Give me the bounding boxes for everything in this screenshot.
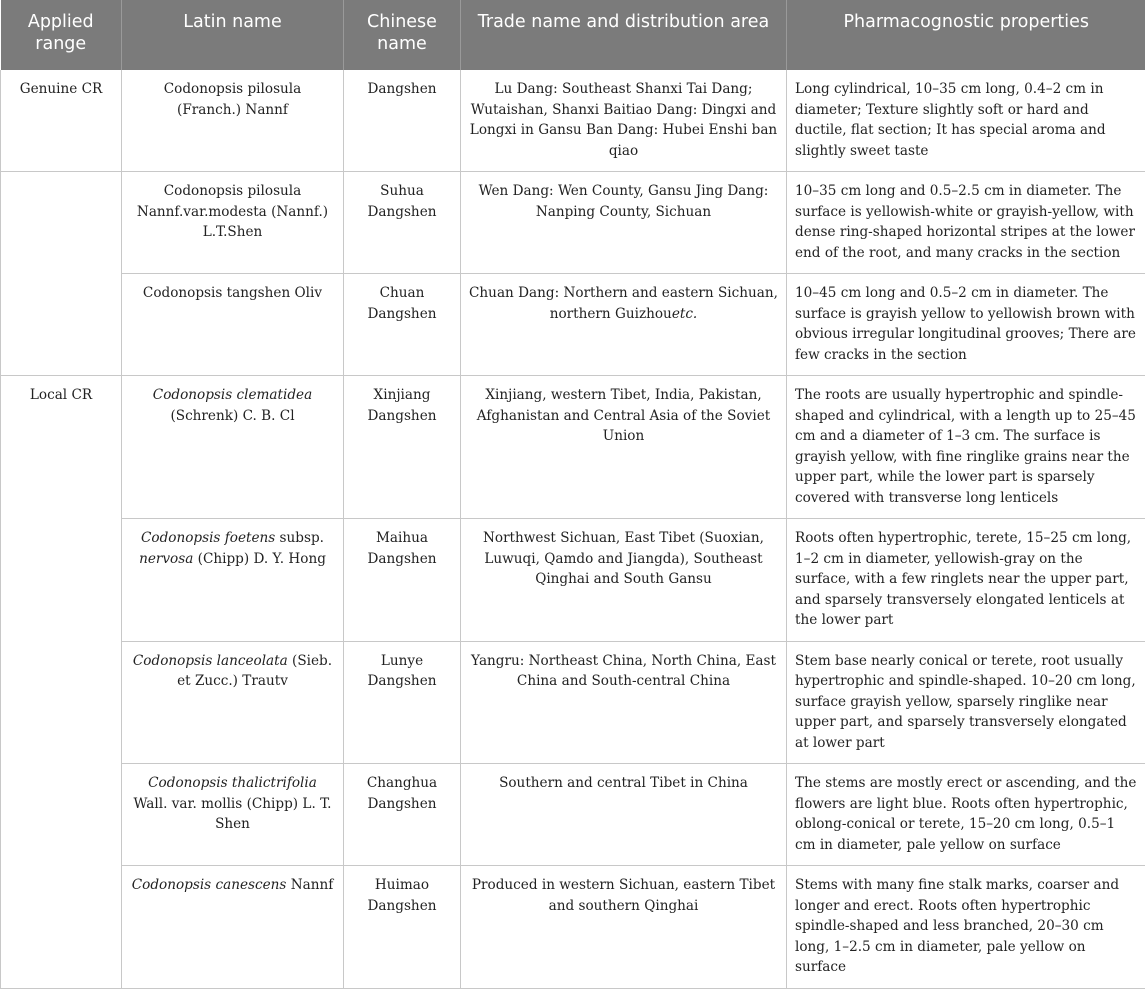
latin-italic: Codonopsis lanceolata bbox=[133, 653, 288, 669]
trade-name-cell: Xinjiang, western Tibet, India, Pakistan, Afghanistan and Central Asia of the Soviet Union bbox=[461, 376, 787, 519]
trade-etc: etc. bbox=[672, 306, 697, 322]
chinese-name-cell: Maihua Dangshen bbox=[344, 519, 461, 642]
properties-cell: The roots are usually hypertrophic and spindle-shaped and cylindrical, with a length up to 25–45 cm and a diameter of 1–3 cm. The surface is grayish yellow, with fine ringlike grains near the upper part, while the lower part is sparsely covered with transverse long lenticels bbox=[787, 376, 1145, 519]
table-header bbox=[1, 0, 1145, 70]
latin-author: (Schrenk) C. B. Cl bbox=[170, 408, 294, 424]
table-row bbox=[1, 376, 1145, 519]
latin-name-cell bbox=[122, 376, 344, 519]
table-row bbox=[1, 172, 1145, 274]
latin-italic: Codonopsis canescens bbox=[132, 877, 287, 893]
header-applied-range: Applied range bbox=[1, 0, 122, 70]
applied-range-cell-empty bbox=[1, 172, 122, 376]
latin-subsp: subsp. bbox=[275, 530, 324, 546]
chinese-name-cell: Chuan Dangshen bbox=[344, 274, 461, 376]
chinese-name-cell: Dangshen bbox=[344, 70, 461, 172]
properties-cell: 10–35 cm long and 0.5–2.5 cm in diameter. The surface is yellowish-white or grayish-yellow, with dense ring-shaped horizontal stripes at the lower end of the root, and many cracks in the section bbox=[787, 172, 1145, 274]
latin-name-cell bbox=[122, 519, 344, 642]
header-properties: Pharmacognostic properties bbox=[787, 0, 1145, 70]
latin-italic-2: nervosa bbox=[139, 551, 193, 567]
properties-cell: Roots often hypertrophic, terete, 15–25 cm long, 1–2 cm in diameter, yellowish-gray on the surface, with a few ringlets near the upper part, and sparsely transversely elongated lenticels at the lower part bbox=[787, 519, 1145, 642]
latin-name-cell: Codonopsis pilosula Nannf.var.modesta (Nannf.) L.T.Shen bbox=[122, 172, 344, 274]
header-trade-name: Trade name and distribution area bbox=[461, 0, 787, 70]
header-latin-name: Latin name bbox=[122, 0, 344, 70]
latin-name-cell bbox=[122, 866, 344, 989]
trade-name-cell: Southern and central Tibet in China bbox=[461, 764, 787, 866]
chinese-name-cell: Huimao Dangshen bbox=[344, 866, 461, 989]
latin-name-cell bbox=[122, 764, 344, 866]
latin-author: Wall. var. mollis (Chipp) L. T. Shen bbox=[134, 796, 332, 833]
chinese-name-cell: Xinjiang Dangshen bbox=[344, 376, 461, 519]
chinese-name-cell: Lunye Dangshen bbox=[344, 641, 461, 764]
trade-name-cell: Produced in western Sichuan, eastern Tibet and southern Qinghai bbox=[461, 866, 787, 989]
trade-text: Chuan Dang: Northern and eastern Sichuan, northern Guizhou bbox=[469, 285, 778, 322]
trade-name-cell: Yangru: Northeast China, North China, East China and South-central China bbox=[461, 641, 787, 764]
header-row bbox=[1, 0, 1145, 70]
applied-range-cell: Genuine CR bbox=[1, 70, 122, 172]
latin-italic: Codonopsis clematidea bbox=[153, 387, 312, 403]
trade-name-cell: Northwest Sichuan, East Tibet (Suoxian, Luwuqi, Qamdo and Jiangda), Southeast Qinghai and South Gansu bbox=[461, 519, 787, 642]
trade-name-cell: Lu Dang: Southeast Shanxi Tai Dang; Wutaishan, Shanxi Baitiao Dang: Dingxi and Longxi in Gansu Ban Dang: Hubei Enshi ban qiao bbox=[461, 70, 787, 172]
table-row bbox=[1, 866, 1145, 989]
trade-name-cell bbox=[461, 274, 787, 376]
chinese-name-cell: Changhua Dangshen bbox=[344, 764, 461, 866]
table-body bbox=[1, 70, 1145, 988]
properties-cell: Long cylindrical, 10–35 cm long, 0.4–2 cm in diameter; Texture slightly soft or hard and ductile, flat section; It has special aroma and slightly sweet taste bbox=[787, 70, 1145, 172]
latin-name-cell bbox=[122, 641, 344, 764]
table-row bbox=[1, 274, 1145, 376]
latin-name-cell: Codonopsis tangshen Oliv bbox=[122, 274, 344, 376]
trade-name-cell: Wen Dang: Wen County, Gansu Jing Dang: Nanping County, Sichuan bbox=[461, 172, 787, 274]
table-row bbox=[1, 764, 1145, 866]
latin-author: (Chipp) D. Y. Hong bbox=[193, 551, 326, 567]
chinese-name-cell: Suhua Dangshen bbox=[344, 172, 461, 274]
properties-cell: 10–45 cm long and 0.5–2 cm in diameter. The surface is grayish yellow to yellowish brown with obvious irregular longitudinal grooves; There are few cracks in the section bbox=[787, 274, 1145, 376]
latin-author: Nannf bbox=[286, 877, 333, 893]
latin-name-cell: Codonopsis pilosula (Franch.) Nannf bbox=[122, 70, 344, 172]
header-chinese-name: Chinese name bbox=[344, 0, 461, 70]
latin-italic: Codonopsis thalictrifolia bbox=[148, 775, 317, 791]
table-row bbox=[1, 70, 1145, 172]
table-row bbox=[1, 641, 1145, 764]
latin-italic: Codonopsis foetens bbox=[141, 530, 275, 546]
properties-cell: Stem base nearly conical or terete, root usually hypertrophic and spindle-shaped. 10–20 cm long, surface grayish yellow, sparsely ringlike near upper part, and sparsely transversely elongated at lower part bbox=[787, 641, 1145, 764]
latin-author: (Sieb. et Zucc.) Trautv bbox=[177, 653, 332, 690]
applied-range-cell: Local CR bbox=[1, 376, 122, 989]
properties-cell: The stems are mostly erect or ascending, and the flowers are light blue. Roots often hypertrophic, oblong-conical or terete, 15–20 cm long, 0.5–1 cm in diameter, pale yellow on surface bbox=[787, 764, 1145, 866]
table-row bbox=[1, 519, 1145, 642]
properties-cell: Stems with many fine stalk marks, coarser and longer and erect. Roots often hypertrophic spindle-shaped and less branched, 20–30 cm long, 1–2.5 cm in diameter, pale yellow on surface bbox=[787, 866, 1145, 989]
